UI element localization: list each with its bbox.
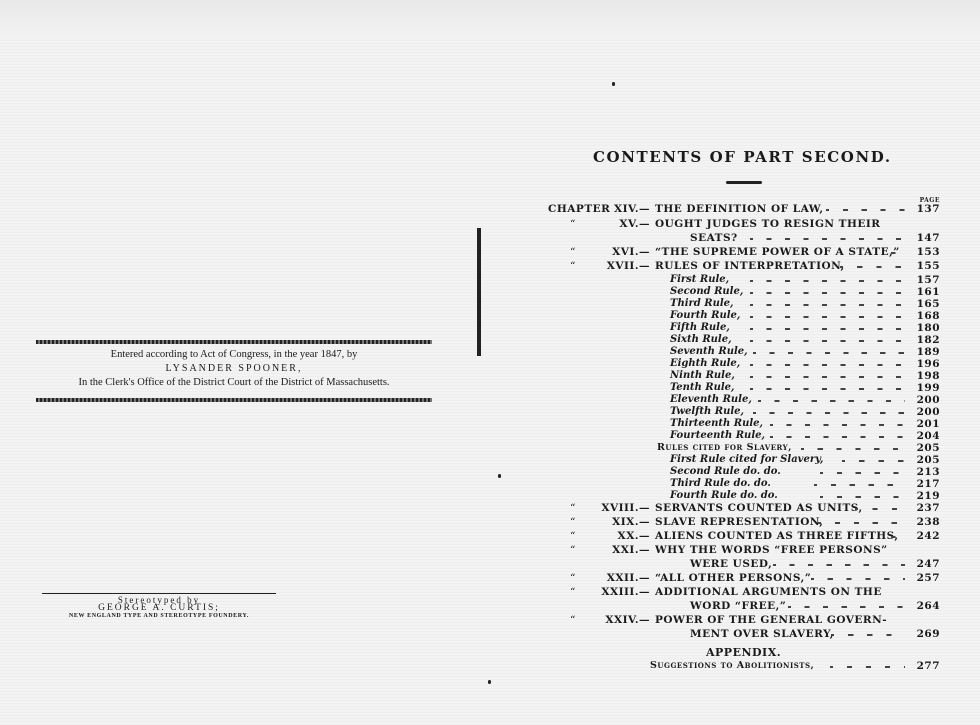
- chapter-numeral: XV.—: [619, 218, 650, 230]
- leader-dashes: [840, 266, 905, 269]
- chapter-numeral: XXI.—: [612, 544, 650, 556]
- contents-title: CONTENTS OF PART SECOND.: [593, 148, 892, 166]
- title-ornament: [726, 181, 762, 184]
- leader-dashes: [750, 376, 905, 379]
- toc-page-number: 153: [916, 246, 940, 258]
- toc-title: Sixth Rule,: [670, 334, 732, 345]
- toc-title: First Rule cited for Slavery,: [670, 454, 824, 465]
- toc-row: [540, 586, 950, 599]
- toc-title: Thirteenth Rule,: [670, 418, 763, 429]
- toc-page-number: 155: [916, 260, 940, 272]
- leader-dashes: [820, 472, 905, 475]
- leader-dashes: [891, 252, 905, 255]
- toc-title: ALIENS COUNTED AS THREE FIFTHS,: [655, 530, 899, 542]
- toc-title: Eighth Rule,: [670, 358, 741, 369]
- toc-page-number: 204: [916, 430, 940, 442]
- toc-row: [540, 558, 950, 571]
- toc-page-number: 238: [916, 516, 940, 528]
- leader-dashes: [811, 578, 905, 581]
- leader-dashes: [753, 412, 905, 415]
- toc-title: Fifth Rule,: [670, 322, 730, 333]
- toc-row: [540, 218, 950, 231]
- toc-title: Suggestions to Abolitionists,: [650, 660, 815, 671]
- toc-title: RULES OF INTERPRETATION,: [655, 260, 845, 272]
- toc-row: [540, 628, 950, 641]
- toc-page-number: 213: [916, 466, 940, 478]
- toc-title: SLAVE REPRESENTATION,: [655, 516, 824, 528]
- leader-dashes: [750, 388, 905, 391]
- toc-title: First Rule,: [670, 274, 730, 285]
- toc-row: [540, 600, 950, 613]
- toc-row: [540, 502, 950, 515]
- toc-page-number: 269: [916, 628, 940, 640]
- toc-page-number: 180: [916, 322, 940, 334]
- leader-dashes: [750, 304, 905, 307]
- leader-dashes: [801, 448, 905, 451]
- toc-title: Fourth Rule do. do.: [670, 490, 778, 501]
- leader-dashes: [831, 634, 905, 637]
- toc-page-number: 247: [916, 558, 940, 570]
- toc-row: [540, 544, 950, 557]
- chapter-numeral: XXIII.—: [601, 586, 650, 598]
- toc-title: WORD “FREE,”: [690, 600, 787, 612]
- toc-title: SEATS?: [690, 232, 738, 244]
- toc-title: ADDITIONAL ARGUMENTS ON THE: [655, 586, 882, 598]
- chapter-marker: “: [570, 260, 576, 272]
- leader-dashes: [750, 340, 905, 343]
- chapter-marker: “: [570, 614, 576, 626]
- toc-title: Ninth Rule,: [670, 370, 735, 381]
- leader-dashes: [788, 606, 905, 609]
- toc-title: Second Rule,: [670, 286, 744, 297]
- toc-title: WERE USED,: [690, 558, 773, 570]
- toc-title: MENT OVER SLAVERY,: [690, 628, 834, 640]
- wavy-rule-top: [36, 340, 432, 344]
- toc-title: “THE SUPREME POWER OF A STATE,”: [655, 246, 900, 258]
- toc-title: Third Rule do. do.: [670, 478, 771, 489]
- chapter-marker: “: [570, 586, 576, 598]
- copyright-line-3: In the Clerk's Office of the District Court of the District of Massachusetts.: [78, 377, 390, 388]
- toc-title: “ALL OTHER PERSONS,”: [655, 572, 812, 584]
- appendix-heading: APPENDIX.: [706, 646, 782, 659]
- scan-speck: [498, 474, 501, 478]
- leader-dashes: [750, 328, 905, 331]
- leader-dashes: [770, 424, 905, 427]
- chapter-numeral: XXIV.—: [605, 614, 650, 626]
- toc-page-number: 237: [916, 502, 940, 514]
- chapter-marker: “: [570, 516, 576, 528]
- toc-page-number: 189: [916, 346, 940, 358]
- toc-page-number: 147: [916, 232, 940, 244]
- scan-speck: [488, 680, 491, 684]
- toc-row: [540, 516, 950, 529]
- toc-page-number: 165: [916, 298, 940, 310]
- toc-row: [540, 614, 950, 627]
- chapter-numeral: XXII.—: [606, 572, 650, 584]
- chapter-numeral: XIV.—: [613, 203, 650, 215]
- toc-title: Second Rule do. do.: [670, 466, 781, 477]
- leader-dashes: [750, 364, 905, 367]
- toc-title: Seventh Rule,: [670, 346, 748, 357]
- toc-title: Fourth Rule,: [670, 310, 741, 321]
- toc-title: THE DEFINITION OF LAW,: [655, 203, 824, 215]
- imprint-line-3: NEW ENGLAND TYPE AND STEREOTYPE FOUNDERY.: [69, 613, 249, 619]
- toc-row: [540, 572, 950, 585]
- leader-dashes: [770, 436, 905, 439]
- leader-dashes: [750, 280, 905, 283]
- scan-artifact-bracket: [477, 228, 481, 356]
- leader-dashes: [750, 238, 905, 241]
- toc-page-number: 217: [916, 478, 940, 490]
- chapter-marker: “: [570, 572, 576, 584]
- scan-speck: [612, 82, 615, 86]
- toc-title: Eleventh Rule,: [670, 394, 752, 405]
- chapter-marker: “: [570, 544, 576, 556]
- imprint-rule: [42, 593, 276, 594]
- toc-title: Third Rule,: [670, 298, 734, 309]
- chapter-numeral: XVIII.—: [601, 502, 650, 514]
- toc-page-number: 257: [916, 572, 940, 584]
- leader-dashes: [830, 666, 905, 669]
- chapter-numeral: XVI.—: [612, 246, 650, 258]
- imprint-line-2: GEORGE A. CURTIS;: [98, 603, 220, 613]
- toc-page-number: 264: [916, 600, 940, 612]
- copyright-author: LYSANDER SPOONER,: [165, 363, 303, 374]
- chapter-numeral: XX.—: [617, 530, 650, 542]
- toc-title: Fourteenth Rule,: [670, 430, 765, 441]
- leader-dashes: [826, 209, 905, 212]
- imprint-line-1: Stereotyped by: [117, 595, 201, 605]
- toc-row: [540, 530, 950, 543]
- leader-dashes: [891, 536, 905, 539]
- chapter-marker: “: [570, 246, 576, 258]
- toc-title: POWER OF THE GENERAL GOVERN-: [655, 614, 888, 626]
- leader-dashes: [842, 460, 905, 463]
- scan-top-shading: [0, 0, 980, 40]
- chapter-marker: “: [570, 502, 576, 514]
- toc-title: SERVANTS COUNTED AS UNITS,: [655, 502, 863, 514]
- chapter-marker: “: [570, 530, 576, 542]
- toc-page-number: 201: [916, 418, 940, 430]
- toc-page-number: 219: [916, 490, 940, 502]
- toc-row: [540, 260, 950, 273]
- leader-dashes: [855, 508, 905, 511]
- leader-dashes: [750, 316, 905, 319]
- toc-page-number: 205: [916, 454, 940, 466]
- toc-page-number: 242: [916, 530, 940, 542]
- appendix-entry: [540, 660, 950, 673]
- toc-page-number: 168: [916, 310, 940, 322]
- toc-page-number: 157: [916, 274, 940, 286]
- toc-page-number: 161: [916, 286, 940, 298]
- toc-page-number: 199: [916, 382, 940, 394]
- chapter-numeral: XIX.—: [612, 516, 650, 528]
- toc-row: [540, 246, 950, 259]
- toc-page-number: 137: [916, 203, 940, 215]
- leader-dashes: [758, 400, 905, 403]
- toc-page-number: 277: [916, 660, 940, 672]
- toc-title: WHY THE WORDS “FREE PERSONS”: [655, 544, 888, 556]
- leader-dashes: [773, 564, 905, 567]
- leader-dashes: [750, 292, 905, 295]
- toc-title: Tenth Rule,: [670, 382, 735, 393]
- leader-dashes: [818, 522, 905, 525]
- toc-page-number: 205: [916, 442, 940, 454]
- copyright-line-1: Entered according to Act of Congress, in the year 1847, by: [110, 349, 358, 360]
- toc-page-number: 200: [916, 406, 940, 418]
- toc-page-number: 198: [916, 370, 940, 382]
- page-column-header: PAGE: [919, 197, 940, 204]
- leader-dashes: [814, 484, 905, 487]
- toc-title: OUGHT JUDGES TO RESIGN THEIR: [655, 218, 881, 230]
- chapter-numeral: XVII.—: [606, 260, 650, 272]
- leader-dashes: [753, 352, 905, 355]
- toc-page-number: 196: [916, 358, 940, 370]
- toc-row: [540, 197, 950, 216]
- toc-page-number: 200: [916, 394, 940, 406]
- leader-dashes: [820, 496, 905, 499]
- chapter-marker: CHAPTER: [548, 203, 611, 215]
- toc-row: [540, 232, 950, 245]
- chapter-marker: “: [570, 218, 576, 230]
- wavy-rule-bottom: [36, 398, 432, 402]
- toc-page-number: 182: [916, 334, 940, 346]
- toc-title: Rules cited for Slavery,: [657, 442, 792, 453]
- toc-title: Twelfth Rule,: [670, 406, 745, 417]
